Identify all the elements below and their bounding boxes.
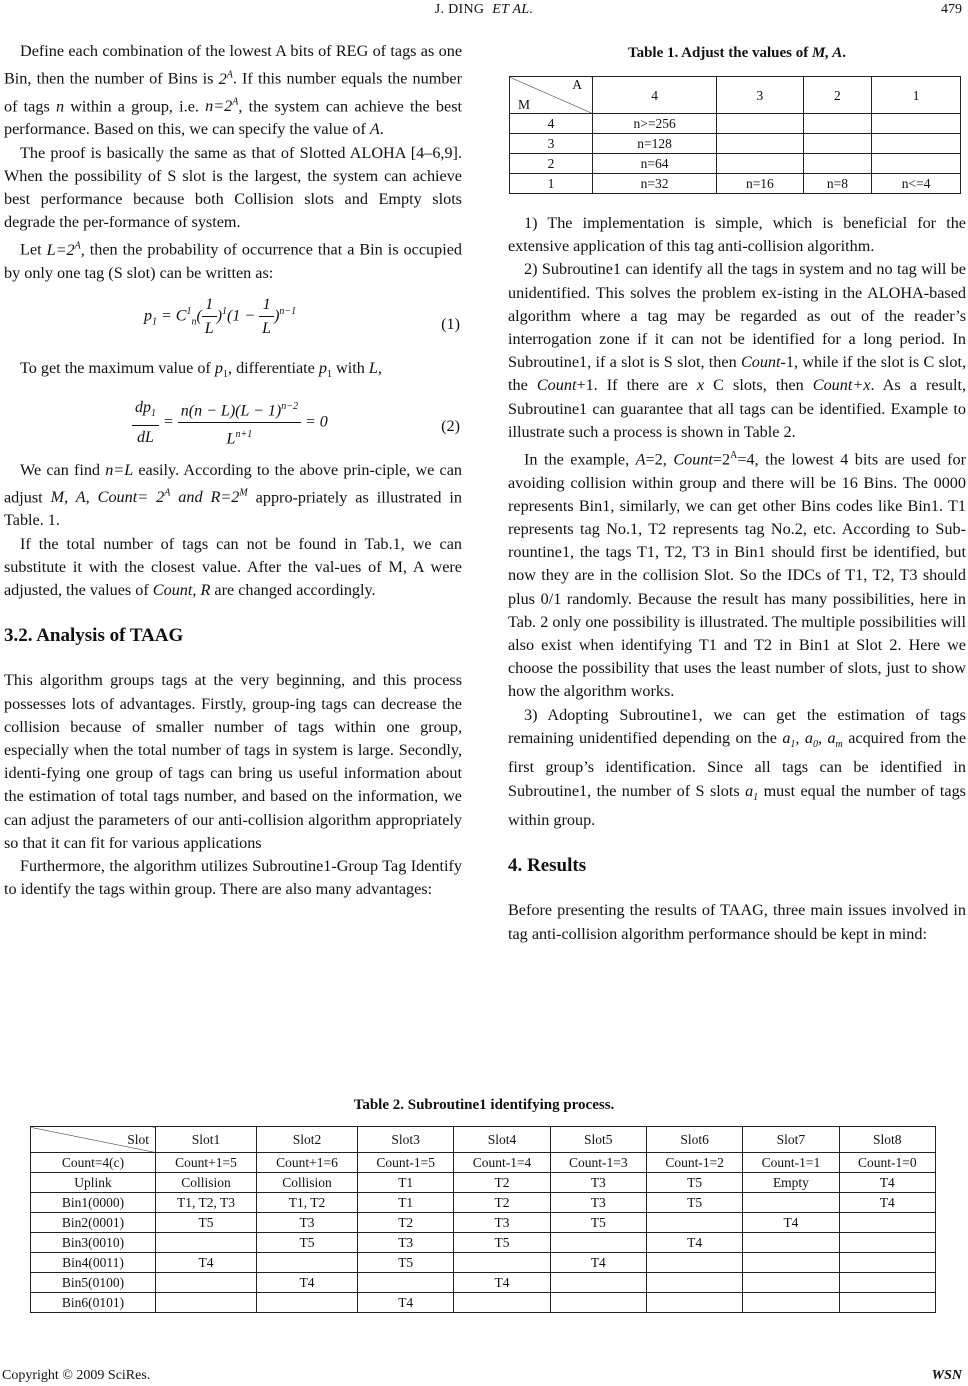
- table-row: [31, 1153, 936, 1173]
- table-cell: T3: [550, 1173, 646, 1193]
- table2-header: Slot2: [257, 1127, 358, 1153]
- table-cell: T5: [156, 1213, 257, 1233]
- table-cell: [803, 154, 872, 174]
- equation-1-number: (1): [441, 315, 460, 334]
- table-cell: T5: [454, 1233, 550, 1253]
- table-cell: [743, 1273, 839, 1293]
- header-authors: [0, 2, 968, 18]
- table-cell: T3: [550, 1193, 646, 1213]
- table-cell: [839, 1253, 935, 1273]
- table1-corner-a: A: [572, 77, 582, 92]
- table-cell: T4: [646, 1233, 742, 1253]
- table-cell: T5: [358, 1253, 454, 1273]
- table-row: [510, 114, 961, 134]
- table-cell: T1: [358, 1193, 454, 1213]
- table1-header: 2: [803, 77, 872, 114]
- table1-corner-m: M: [518, 97, 531, 112]
- table-cell: [646, 1253, 742, 1273]
- table-cell: Bin2(0001): [31, 1213, 156, 1233]
- table1-corner: [510, 77, 593, 114]
- paragraph-n-equals-l: We can find n=L easily. According to the above prin-ciple, we can adjust M, A, Count= $2^A$ and $R=2^M$ appro-priately as illustrated in Table. 1.: [4, 460, 462, 530]
- paragraph-item-2: 2) Subroutine1 can identify all the tags in system and no tag will be unidentified. This solves the problem ex-isting in the ALOHA-based algorithm where a tag may be regarded as out of the reader’s interrogation zone if it can not be identified for a long period. In Subroutine1, if a slot is S slot, then Count-1, while if the slot is C slot, the Count+1. If there are x C slots, then Count+x. As a result, Subroutine1 can guarantee that all tags can be identified. Example to illustrate such a process is shown in Table 2.: [508, 260, 967, 441]
- table-cell: [358, 1273, 454, 1293]
- header-author-name: J. DING: [434, 2, 485, 17]
- table-cell: Count-1=5: [358, 1153, 454, 1173]
- table-cell: Collision: [156, 1173, 257, 1193]
- table-cell: [454, 1293, 550, 1313]
- table2-header: Slot5: [550, 1127, 646, 1153]
- table-cell: T4: [550, 1253, 646, 1273]
- table-cell: Count+1=5: [156, 1153, 257, 1173]
- table-row: [510, 134, 961, 154]
- table-cell: [872, 154, 961, 174]
- table-cell: Uplink: [31, 1173, 156, 1193]
- table2-header: Slot3: [358, 1127, 454, 1153]
- table-cell: T5: [646, 1173, 742, 1193]
- table-cell: 3: [510, 134, 593, 154]
- paragraph-closest-value: If the total number of tags can not be found in Tab.1, we can substitute it with the closest value. After the val-ues of M, A were adjusted, the values of Count, R are changed accordingly.: [4, 534, 462, 600]
- table-cell: T2: [454, 1173, 550, 1193]
- table-cell: T5: [257, 1233, 358, 1253]
- table-row: [31, 1293, 936, 1313]
- paragraph-example: In the example, A=2, $Count=2^A=4$, the lowest 4 bits are used for avoiding collision within group and there will be 16 Bins. The 0000 represents Bin1, similarly, we can get other Bins codes like Bin1. T1 represents tag No.1, T2 represents tag No.2, etc. According to Sub-rountine1, the tags T1, T2, T3 in Bin1 should first be identified, but now they are in the collision Slot. So the IDCs of T1, T2, T3 should plus 0/1 randomly. Because the result has many possibilities, here in Tab. 2 only one possibility is illustrated. The multiple possibilities will also exist when identifying T1 and T2 in Bin1 at Slot 2. Here we choose the possibility that uses the least number of slots, just to show how the algorithm works.: [508, 450, 966, 701]
- table-row: [510, 174, 961, 194]
- table-cell: [550, 1233, 646, 1253]
- paragraph-item-3: 3) Adopting Subroutine1, we can get the estimation of tags remaining unidentified depending on the $a_1$, $a_0$, $a_m$ acquired from the first group’s identification. Since all tags can be identified in Subroutine1, the number of S slots $a_1$ must equal the number of tags within group.: [508, 705, 966, 829]
- table1-caption: Table 1. Adjust the values of M, A.: [627, 45, 847, 61]
- table-cell: T4: [257, 1273, 358, 1293]
- table-cell: Count-1=0: [839, 1153, 935, 1173]
- table-cell: [717, 114, 803, 134]
- equation-2-number: (2): [441, 416, 460, 435]
- table-cell: [717, 154, 803, 174]
- table2-corner: [31, 1127, 156, 1153]
- table1: [509, 76, 961, 194]
- table-cell: [743, 1193, 839, 1213]
- table-cell: [839, 1293, 935, 1313]
- table-cell: Bin6(0101): [31, 1293, 156, 1313]
- table-cell: T2: [358, 1213, 454, 1233]
- table-cell: [717, 134, 803, 154]
- table-cell: [839, 1273, 935, 1293]
- table-row: [31, 1193, 936, 1213]
- table2: [30, 1126, 936, 1313]
- paragraph-bins: Define each combination of the lowest A bits of REG of tags as one Bin, then the number of Bins is $2^A$. If this number equals the number of tags n within a group, i.e. $n=2^A$, the system can achieve the best performance. Based on this, we can specify the value of A.: [4, 42, 462, 139]
- table-cell: 1: [510, 174, 593, 194]
- table-cell: T4: [454, 1273, 550, 1293]
- equation-1-math: $p_1 = C^1_n$( $\frac{1}{L}$ )$^1$(1 − $\frac{1}{L}$ )$^{n-1}$: [144, 293, 296, 340]
- table-cell: [646, 1213, 742, 1233]
- table2-header: Slot7: [743, 1127, 839, 1153]
- table-cell: n=128: [593, 134, 717, 154]
- table-cell: Count-1=3: [550, 1153, 646, 1173]
- table-cell: T4: [358, 1293, 454, 1313]
- table-cell: T5: [550, 1213, 646, 1233]
- table-cell: n=64: [593, 154, 717, 174]
- table-cell: [743, 1253, 839, 1273]
- paragraph-differentiate: To get the maximum value of $p_1$, differentiate $p_1$ with L,: [20, 359, 382, 381]
- table2-caption: Table 2. Subroutine1 identifying process.: [353, 1097, 615, 1113]
- paragraph-proof: The proof is basically the same as that of Slotted ALOHA [4–6,9]. When the possibility of S slot is the largest, the system can achieve best performance because both Collision slots and Empty slots degrade the per-formance of system.: [4, 143, 462, 232]
- table-cell: [156, 1293, 257, 1313]
- table-cell: Count+1=6: [257, 1153, 358, 1173]
- table1-header: 3: [717, 77, 803, 114]
- left-column: [4, 40, 462, 901]
- table-cell: Count-1=2: [646, 1153, 742, 1173]
- table-cell: [839, 1213, 935, 1233]
- table-cell: T3: [257, 1213, 358, 1233]
- table-cell: [454, 1253, 550, 1273]
- table-cell: [839, 1233, 935, 1253]
- section-heading-3-2: 3.2. Analysis of TAAG: [4, 625, 184, 647]
- table-cell: [257, 1253, 358, 1273]
- table-cell: [743, 1293, 839, 1313]
- table-cell: T1: [358, 1173, 454, 1193]
- table2-corner-label: Slot: [127, 1132, 149, 1147]
- table-row: [510, 154, 961, 174]
- table-cell: [550, 1293, 646, 1313]
- table-cell: n=8: [803, 174, 872, 194]
- table-cell: [646, 1293, 742, 1313]
- header-etal: ET AL.: [492, 2, 534, 17]
- table-cell: n=32: [593, 174, 717, 194]
- table-cell: [803, 134, 872, 154]
- table-row: [31, 1213, 936, 1233]
- paragraph-item-1: 1) The implementation is simple, which is beneficial for the extensive application of this tag anti-collision algorithm.: [508, 214, 966, 256]
- equation-2-math: $\frac{dp_1}{dL}$ = $\frac{n(n - L)(L - 1)^{n-2}}{L^{n+1}}$ = 0: [132, 395, 328, 451]
- table-cell: [156, 1233, 257, 1253]
- table-row: [31, 1173, 936, 1193]
- table-cell: Count-1=1: [743, 1153, 839, 1173]
- table-cell: Bin1(0000): [31, 1193, 156, 1213]
- table-cell: [872, 114, 961, 134]
- equation-2: [4, 395, 462, 453]
- table-cell: [803, 114, 872, 134]
- table-cell: n>=256: [593, 114, 717, 134]
- table2-header: Slot6: [646, 1127, 742, 1153]
- table-cell: Bin5(0100): [31, 1273, 156, 1293]
- table-row: [31, 1233, 936, 1253]
- table-cell: Count-1=4: [454, 1153, 550, 1173]
- paragraph-analysis: This algorithm groups tags at the very beginning, and this process possesses lots of advantages. Firstly, group-ing tags can decrease the collision because of smaller number of tags within one group, especially when the total number of tags in system is large. Secondly, identi-fying one group of tags can bring us useful information about the estimation of total tags number, and based on the information, we can adjust the parameters of our anti-collision algorithm appropriately so that it can fit for various applications: [4, 671, 462, 852]
- equation-1: [4, 293, 462, 351]
- table-cell: Bin3(0010): [31, 1233, 156, 1253]
- table-row: [31, 1253, 936, 1273]
- table-cell: [872, 134, 961, 154]
- paragraph-let-l: Let $L=2^A$, then the probability of occurrence that a Bin is occupied by only one tag (S slot) can be written as:: [4, 240, 462, 282]
- table-cell: T4: [839, 1193, 935, 1213]
- table1-header: 4: [593, 77, 717, 114]
- paragraph-results: Before presenting the results of TAAG, three main issues involved in tag anti-collision algorithm performance should be kept in mind:: [508, 901, 966, 943]
- table2-header: Slot1: [156, 1127, 257, 1153]
- table-cell: Count=4(c): [31, 1153, 156, 1173]
- section-heading-4: 4. Results: [508, 855, 587, 877]
- table-cell: 2: [510, 154, 593, 174]
- page-number: 479: [941, 2, 962, 17]
- table-cell: [646, 1273, 742, 1293]
- table-cell: T2: [454, 1193, 550, 1213]
- table-cell: T4: [156, 1253, 257, 1273]
- right-column: [508, 212, 966, 946]
- table-cell: Empty: [743, 1173, 839, 1193]
- table-cell: n<=4: [872, 174, 961, 194]
- table-cell: [156, 1273, 257, 1293]
- paragraph-advantages: Furthermore, the algorithm utilizes Subroutine1-Group Tag Identify to identify the tags within group. There are also many advantages:: [4, 857, 462, 899]
- table-cell: T5: [646, 1193, 742, 1213]
- table-cell: T3: [454, 1213, 550, 1233]
- table-row: [31, 1273, 936, 1293]
- table-cell: Collision: [257, 1173, 358, 1193]
- table-cell: 4: [510, 114, 593, 134]
- table-cell: T1, T2: [257, 1193, 358, 1213]
- table-cell: T4: [743, 1213, 839, 1233]
- table2-header: Slot4: [454, 1127, 550, 1153]
- footer-journal: WSN: [931, 1368, 962, 1383]
- table-cell: [743, 1233, 839, 1253]
- table1-header: 1: [872, 77, 961, 114]
- table-cell: [257, 1293, 358, 1313]
- table-cell: Bin4(0011): [31, 1253, 156, 1273]
- table-cell: n=16: [717, 174, 803, 194]
- table-cell: T4: [839, 1173, 935, 1193]
- footer-copyright: Copyright © 2009 SciRes.: [2, 1368, 151, 1383]
- table2-header: Slot8: [839, 1127, 935, 1153]
- table-cell: [550, 1273, 646, 1293]
- table-cell: T3: [358, 1233, 454, 1253]
- table-cell: T1, T2, T3: [156, 1193, 257, 1213]
